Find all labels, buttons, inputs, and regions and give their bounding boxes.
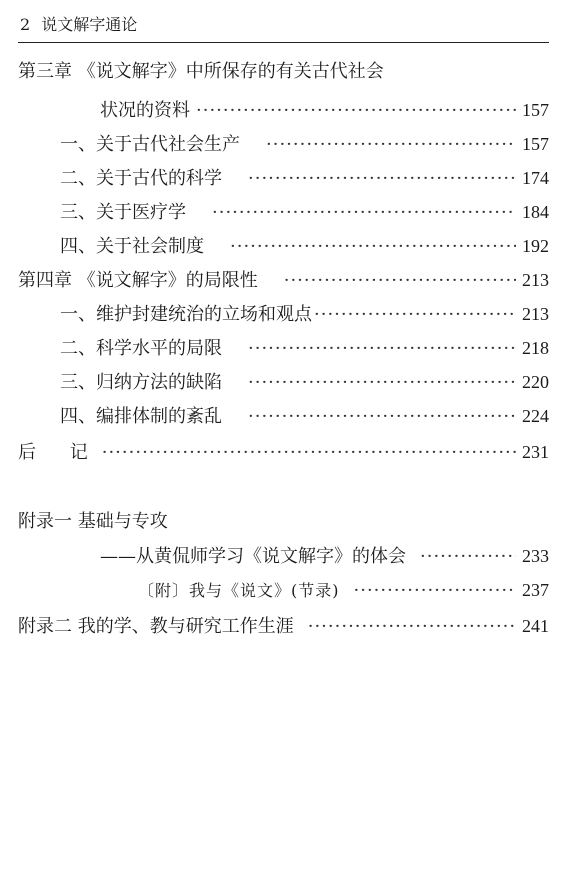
dot-leader [196, 97, 516, 125]
dot-leader [354, 577, 517, 605]
dot-leader [230, 233, 516, 261]
toc-entry-title: 第四章 《说文解字》的局限性 [18, 270, 258, 291]
toc-page-number: 237 [522, 580, 549, 600]
toc-entry-ch3-s1[interactable] [60, 130, 549, 158]
toc-page-number: 213 [522, 270, 549, 290]
toc-page-number: 220 [522, 372, 549, 392]
toc-entry-title: 四、关于社会制度 [60, 236, 204, 257]
toc-entry-title: 后 记 [18, 442, 102, 463]
toc-page-number: 224 [522, 406, 549, 426]
toc-page-number: 241 [522, 616, 549, 636]
dot-leader [248, 165, 516, 193]
toc-entry-ch4-s1[interactable] [60, 300, 549, 328]
toc-entry-ch4[interactable] [18, 266, 549, 294]
toc-entry-appendix-1[interactable] [100, 542, 549, 570]
toc-entry-title: 〔附〕我与《说文》(节录) [138, 581, 340, 600]
toc-entry-title: 一、维护封建统治的立场和观点 [60, 304, 312, 325]
toc-page-number: 233 [522, 546, 549, 566]
toc-page-number: 218 [522, 338, 549, 358]
toc-page-number: 184 [522, 202, 549, 222]
toc-entry-ch4-s3[interactable] [60, 368, 549, 396]
toc-entry-afterword[interactable] [18, 438, 549, 466]
toc-page-number: 192 [522, 236, 549, 256]
dot-leader [420, 543, 516, 571]
dot-leader [248, 335, 516, 363]
toc-entry-title: 三、归纳方法的缺陷 [60, 372, 222, 393]
toc-entry-title: 二、科学水平的局限 [60, 338, 222, 359]
toc-entry-title: 状况的资料 [100, 100, 190, 121]
toc-page-number: 231 [522, 442, 549, 462]
toc-entry-ch3-s3[interactable] [60, 198, 549, 226]
dot-leader [314, 301, 516, 329]
dot-leader [102, 439, 516, 467]
dot-leader [248, 403, 516, 431]
dot-leader [284, 267, 516, 295]
dot-leader [308, 613, 516, 641]
appendix-1-title: 附录一 基础与专攻 [18, 511, 168, 532]
toc-entry-appendix-2[interactable] [18, 612, 549, 640]
toc-entry-title: 三、关于医疗学 [60, 202, 186, 223]
toc-entry-ch3-s2[interactable] [60, 164, 549, 192]
toc-entry-ch3-s4[interactable] [60, 232, 549, 260]
page-number: 2 [20, 15, 31, 34]
toc-entry-title: ——从黄侃师学习《说文解字》的体会 [100, 546, 406, 567]
dot-leader [248, 369, 516, 397]
toc-entry-ch4-s4[interactable] [60, 402, 549, 430]
toc-page-number: 174 [522, 168, 549, 188]
toc-entry-title: 二、关于古代的科学 [60, 168, 222, 189]
chapter-3-title: 第三章 《说文解字》中所保存的有关古代社会 [18, 61, 384, 82]
dot-leader [266, 131, 516, 159]
toc-entry-appendix-1-attachment[interactable] [138, 576, 549, 604]
dot-leader [212, 199, 516, 227]
toc-entry-title: 四、编排体制的紊乱 [60, 406, 222, 427]
toc-entry-ch4-s2[interactable] [60, 334, 549, 362]
toc-page-number: 213 [522, 304, 549, 324]
toc-entry-ch3[interactable] [100, 96, 549, 124]
book-title: 说文解字通论 [41, 15, 138, 34]
toc-entry-title: 附录二 我的学、教与研究工作生涯 [18, 616, 294, 637]
toc-page-number: 157 [522, 100, 549, 120]
toc-page-number: 157 [522, 134, 549, 154]
toc-entry-title: 一、关于古代社会生产 [60, 134, 240, 155]
